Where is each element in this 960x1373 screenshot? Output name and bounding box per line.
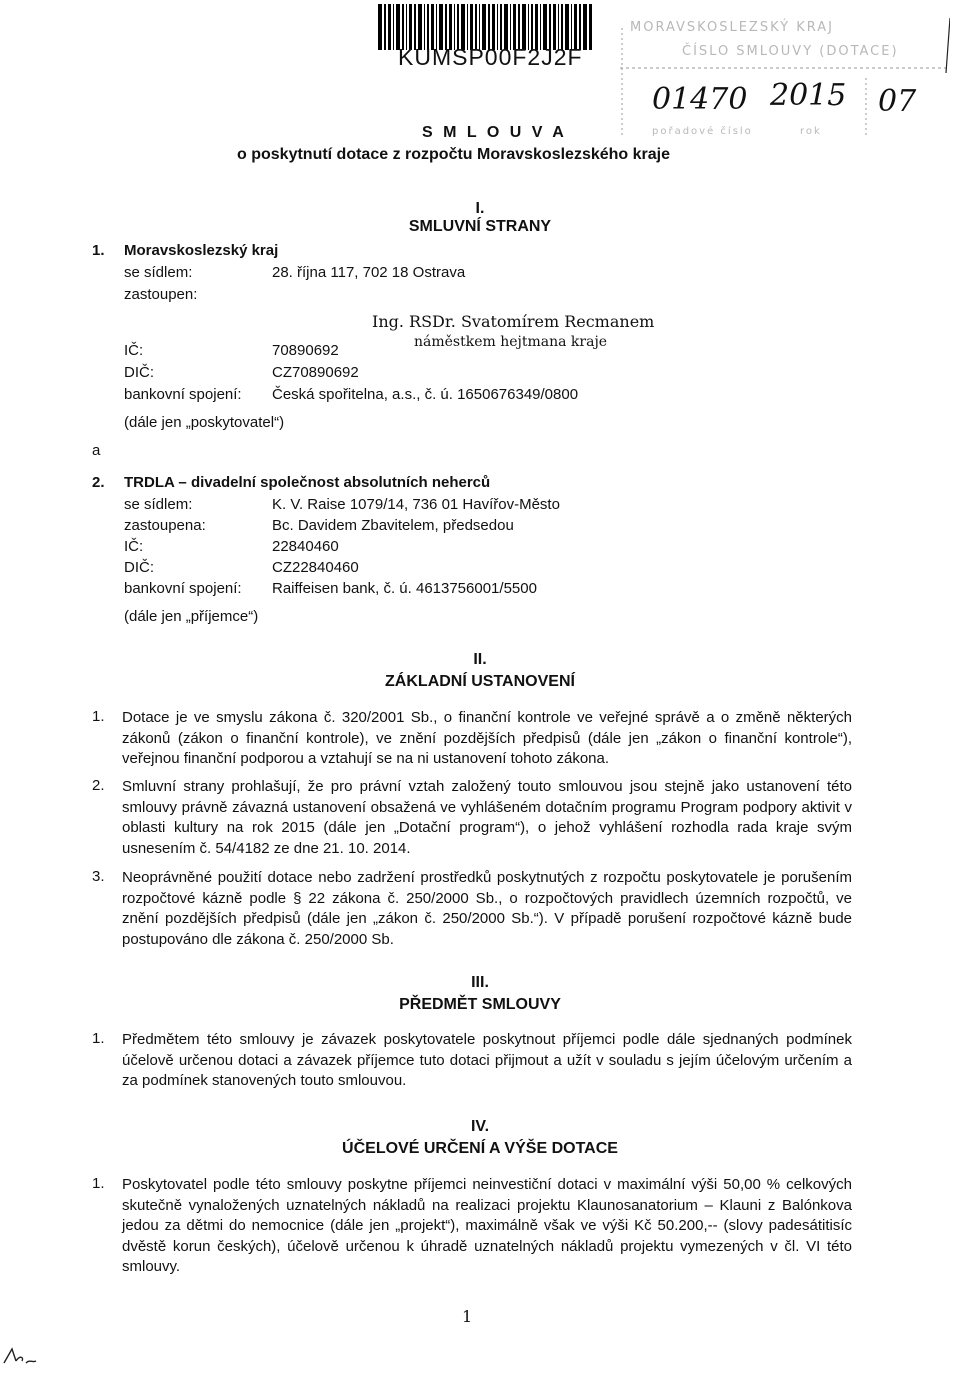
party-1-bank-value: Česká spořitelna, a.s., č. ú. 1650676349/0800 (272, 386, 579, 403)
party-1-rep-role: náměstkem hejtmana kraje (414, 334, 608, 350)
party-1-rep-value: Ing. RSDr. Svatomírem Recmanem (372, 312, 655, 331)
clause-number: 3. (92, 868, 105, 885)
handwritten-suffix: 07 (878, 84, 917, 119)
party-2-number: 2. (92, 474, 105, 491)
party-2-dic-value: CZ22840460 (272, 559, 359, 576)
party-1-name: Moravskoslezský kraj (124, 242, 279, 259)
party-2-dic-label: DIČ: (124, 559, 154, 576)
stamp-line: ČÍSLO SMLOUVY (DOTACE) (682, 44, 899, 59)
handwritten-initials (2, 1345, 42, 1367)
party-2-seat-label: se sídlem: (124, 496, 193, 513)
document-subtitle: o poskytnutí dotace z rozpočtu Moravskoslezského kraje (237, 146, 670, 163)
stamp-line: pořadové číslo (652, 126, 753, 137)
section-1-number: I. (475, 200, 485, 217)
stamp-line: rok (800, 126, 822, 137)
party-2-seat-value: K. V. Raise 1079/14, 736 01 Havířov-Město (272, 496, 560, 513)
section-4-number: IV. (470, 1118, 490, 1135)
page-number: 1 (462, 1307, 473, 1326)
party-1-dic-label: DIČ: (124, 364, 154, 381)
registration-stamp (620, 18, 950, 138)
document-title: S M L O U V A (422, 124, 567, 141)
clause-number: 1. (92, 708, 105, 725)
party-1-ic-value: 70890692 (272, 342, 339, 359)
clause-number: 1. (92, 1175, 105, 1192)
barcode-text: KUMSP00F2J2F (398, 44, 583, 70)
conjunction-and: a (92, 442, 101, 459)
party-1-bank-label: bankovní spojení: (124, 386, 242, 403)
party-2-rep-value: Bc. Davidem Zbavitelem, předsedou (272, 517, 514, 534)
clause-text: Dotace je ve smyslu zákona č. 320/2001 Sb., o finanční kontrole ve veřejné správě a o změně některých zákonů (zákon o finanční kontrole), ve znění pozdějších předpisů (dále jen „zákon o finanční kontrole“), veřejnou finanční podporou a vztahují se na ni ustanovení tohoto zákona. (122, 709, 852, 767)
party-2-bank-value: Raiffeisen bank, č. ú. 4613756001/5500 (272, 580, 537, 597)
clause-text: Neoprávněné použití dotace nebo zadržení prostředků poskytnutých z rozpočtu poskytovatele je porušením rozpočtové kázně podle § 22 zákona č. 250/2000 Sb., o rozpočtových pravidlech územních rozpočtů, ve znění pozdějších předpisů (dále jen „zákon č. 250/2000 Sb.“). V případě porušení rozpočtové kázně bude postupováno dle zákona č. 250/2000 Sb. (122, 869, 852, 948)
stamp-line: MORAVSKOSLEZSKÝ KRAJ (630, 20, 834, 35)
party-2-rep-label: zastoupena: (124, 517, 206, 534)
section-3-heading: PŘEDMĚT SMLOUVY (399, 996, 561, 1013)
party-1-seat-label: se sídlem: (124, 264, 193, 281)
section-3-number: III. (471, 974, 489, 991)
clause-number: 1. (92, 1030, 105, 1047)
section-4-heading: ÚČELOVÉ URČENÍ A VÝŠE DOTACE (342, 1140, 618, 1157)
party-1-ic-label: IČ: (124, 342, 144, 359)
party-2-ic-value: 22840460 (272, 538, 339, 555)
handwritten-contract-number: 01470 (652, 82, 748, 117)
clause-text: Smluvní strany prohlašují, že pro právní vztah založený touto smlouvou jsou stejně jako ustanovení této smlouvy právně závazná ustanovení obsažená ve vyhlášeném dotačním programu Program podpory aktivit v oblasti kultury na rok 2015 (dále jen „Dotační program“), o jehož vyhlášení rozhodla rada kraje svým usnesením č. 54/4182 ze dne 21. 10. 2014. (122, 778, 852, 857)
party-2-ic-label: IČ: (124, 538, 144, 555)
party-1-dic-value: CZ70890692 (272, 364, 359, 381)
clause-number: 2. (92, 777, 105, 794)
party-2-name: TRDLA – divadelní společnost absolutních neherců (124, 474, 491, 491)
section-1-heading: SMLUVNÍ STRANY (408, 218, 552, 235)
party-2-alias: (dále jen „příjemce“) (124, 608, 259, 625)
party-1-alias: (dále jen „poskytovatel“) (124, 414, 285, 431)
handwritten-year: 2015 (770, 78, 847, 113)
party-1-seat-value: 28. října 117, 702 18 Ostrava (272, 264, 466, 281)
clause-text: Poskytovatel podle této smlouvy poskytne příjemci neinvestiční dotaci v maximální výši 50,00 % celkových skutečně vynaložených uznatelných nákladů na realizaci projektu Klaunosanatorium – Klauni z Balónkova jedou za dětmi do nemocnice (dále jen „projekt“), maximálně však ve výši Kč 50.200,-- (slovy padesátitisíc dvěstě korun českých), účelově určenou k úhradě uznatelných nákladů projektu vymezených v čl. VI této smlouvy. (122, 1176, 852, 1275)
clause-text: Předmětem této smlouvy je závazek poskytovatele poskytnout příjemci podle dále sjednaných podmínek účelově určenou dotaci a závazek příjemce tuto dotaci přijmout a užít v souladu s jejím účelovým určením a za podmínek stanovených touto smlouvou. (122, 1031, 852, 1089)
section-2-heading: ZÁKLADNÍ USTANOVENÍ (385, 673, 575, 690)
party-1-rep-label: zastoupen: (124, 286, 198, 303)
party-2-bank-label: bankovní spojení: (124, 580, 242, 597)
section-2-number: II. (473, 651, 487, 668)
party-1-number: 1. (92, 242, 105, 259)
